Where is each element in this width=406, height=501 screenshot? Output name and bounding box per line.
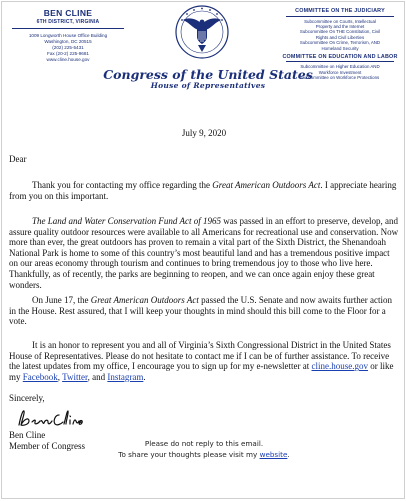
text: It is an honor to represent you and all of Virginia’s Sixth Congressional District in the United States House of Representatives. Please do not hesitate to contact me if I can be of further assistance. To receive the latest updates from my office, I encourage you to sign up for my e-newsletter at (9, 340, 391, 372)
text: was passed in an effort to preserve, develop, and assure quality outdoor resources were available to all Americans for recreational use and conservation. Now more than ever, the great outdoors has proven to remain a vital part of the Sixth District, the Shenandoah National Park is home to some of this country’s most beautiful land and has a tremendous positive impact on our areas economy through tourism and continues to bring tremendous joy to those who live here. Thankfully, as of recently, the parks are beginning to reopen, and we can once again enjoy these great wonders. (9, 216, 399, 290)
text: . (143, 371, 146, 382)
signer-title: Member of Congress (9, 441, 85, 451)
share-thoughts-line (2, 449, 406, 460)
text: To share your thoughts please visit my (118, 450, 260, 459)
committee-title: COMMITTEE ON THE JUDICIARY (295, 8, 385, 14)
paragraph-1 (9, 180, 399, 201)
closing: Sincerely, (9, 393, 45, 403)
paragraph-4 (9, 340, 399, 382)
divider (286, 61, 394, 62)
text: . I appreciate hearing from you on this important. (9, 180, 397, 201)
subcommittee: Workforce Investment (318, 69, 362, 75)
committee-assignments (282, 8, 398, 84)
divider (286, 16, 394, 17)
text: . (287, 450, 290, 459)
text: Thank you for contacting my office regarding the (32, 180, 213, 190)
committee-judiciary (282, 8, 398, 51)
rep-district: 6TH DISTRICT, VIRGINIA (36, 19, 100, 25)
text: On June 17, the (32, 295, 91, 305)
website-link[interactable]: website (259, 450, 288, 459)
divider (12, 28, 124, 29)
facebook-link[interactable]: Facebook (22, 371, 58, 382)
bill-name: Great American Outdoors Act (212, 180, 321, 190)
instagram-link[interactable]: Instagram (107, 371, 144, 382)
committee-title: COMMITTEE ON EDUCATION AND LABOR (282, 53, 398, 60)
address-line: Washington, DC 20515 (44, 39, 92, 44)
subcommittee: Subcommittee on Workforce Protections (300, 75, 380, 81)
representative-info (2, 8, 134, 63)
subcommittee: Property and the Internet (315, 23, 365, 29)
text: passed the U.S. Senate and now awaits further action in the House. Rest assured, that I will keep your thoughts in mind should this bill come to the Floor for a vote. (9, 295, 393, 327)
subcommittee: Subcommittee on Higher Education AND (300, 64, 380, 70)
phone-line: (202) 225-5431 (52, 45, 84, 50)
bill-name: Great American Outdoors Act (90, 295, 199, 305)
text: or like my (9, 361, 394, 382)
text: , (57, 371, 63, 382)
subcommittee: Homeland Security (321, 45, 359, 51)
house-seal-icon (174, 4, 230, 60)
signer-name: Ben Cline (9, 430, 46, 440)
fax-line: Fax (20-2) 225-9681 (47, 51, 89, 56)
house-title: House of Representatives (150, 81, 266, 90)
address-line: 1009 Longworth House Office Building (28, 33, 108, 38)
twitter-link[interactable]: Twitter (62, 371, 88, 382)
letter-date: July 9, 2020 (181, 128, 227, 138)
subcommittee: Subcommittee On THE Constitution, Civil (299, 29, 381, 35)
rep-name: BEN CLINE (43, 8, 93, 18)
congress-title: Congress of the United States (103, 67, 313, 82)
no-reply-notice: Please do not reply to this email. (144, 439, 264, 448)
text: , and (87, 371, 108, 382)
act-name: The Land and Water Conservation Fund Act of 1965 (32, 216, 221, 226)
website-link[interactable]: cline.house.gov (311, 361, 368, 372)
letter-page (1, 1, 405, 499)
subcommittee: Subcommittee On Crime, Terrorism, AND (299, 40, 381, 46)
website-line: www.cline.house.gov (46, 57, 90, 62)
paragraph-3 (9, 295, 399, 327)
signature (15, 405, 85, 431)
salutation: Dear (9, 154, 27, 164)
subcommittee: Subcommittee on Courts, Intellectual (304, 18, 376, 24)
committee-education-labor (282, 54, 398, 81)
subcommittee: Rights and Civil Liberties (315, 34, 365, 40)
email-footer (2, 438, 406, 460)
paragraph-2 (9, 216, 399, 290)
